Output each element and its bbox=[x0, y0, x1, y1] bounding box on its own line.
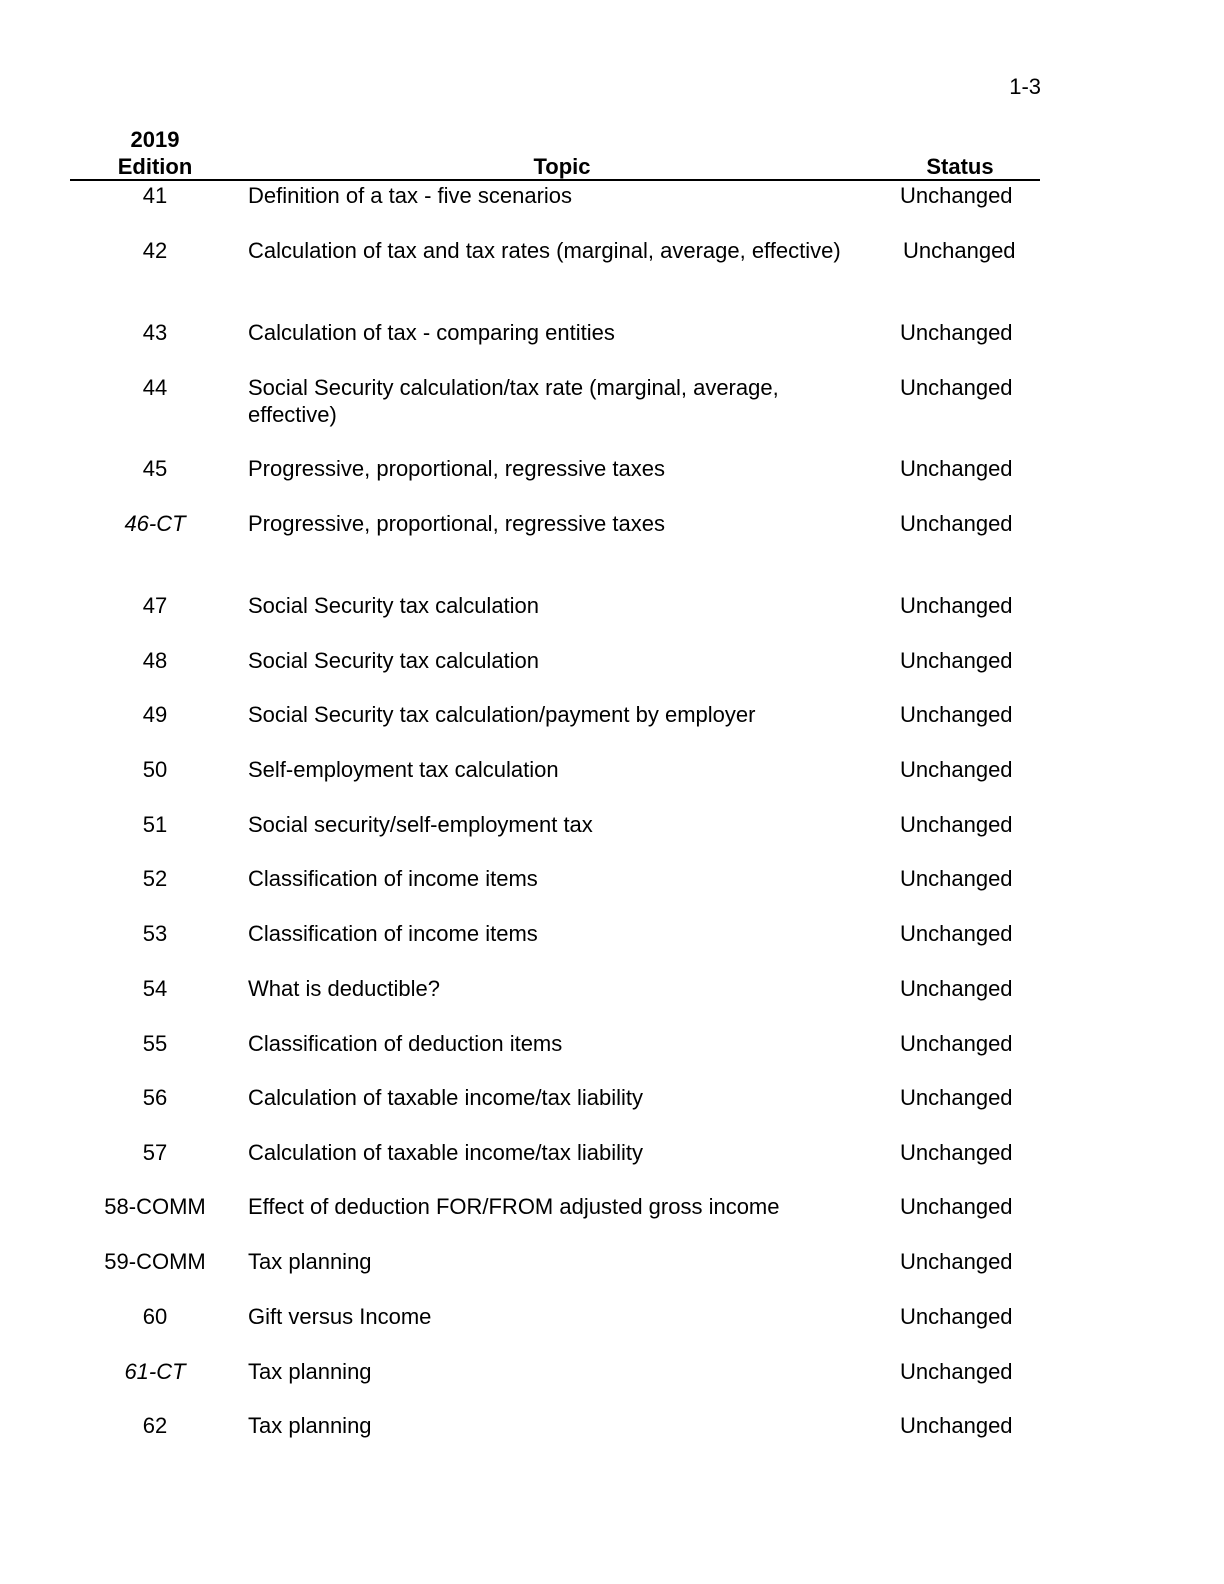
row-status: Unchanged bbox=[900, 812, 1013, 837]
row-status: Unchanged bbox=[900, 702, 1013, 727]
row-topic: Progressive, proportional, regressive taxes bbox=[248, 456, 665, 481]
row-edition: 55 bbox=[142, 1031, 168, 1056]
row-topic: Self-employment tax calculation bbox=[248, 757, 559, 782]
row-edition: 46-CT bbox=[124, 511, 186, 536]
row-topic: Tax planning bbox=[248, 1359, 372, 1384]
row-status: Unchanged bbox=[900, 320, 1013, 345]
row-edition: 49 bbox=[142, 702, 168, 727]
row-topic: Social Security calculation/tax rate (marginal, average, effective) bbox=[248, 375, 779, 427]
row-edition: 47 bbox=[142, 593, 168, 618]
header-edition-label: Edition bbox=[117, 154, 193, 179]
row-edition: 56 bbox=[142, 1085, 168, 1110]
row-status: Unchanged bbox=[900, 1304, 1013, 1329]
row-edition: 60 bbox=[142, 1304, 168, 1329]
row-edition: 45 bbox=[142, 456, 168, 481]
row-edition: 54 bbox=[142, 976, 168, 1001]
row-status: Unchanged bbox=[900, 648, 1013, 673]
row-status: Unchanged bbox=[900, 593, 1013, 618]
row-topic: Classification of income items bbox=[248, 866, 538, 891]
row-topic: Calculation of taxable income/tax liability bbox=[248, 1140, 643, 1165]
row-edition: 43 bbox=[142, 320, 168, 345]
row-topic: Social Security tax calculation bbox=[248, 648, 540, 673]
row-topic: Progressive, proportional, regressive taxes bbox=[248, 511, 665, 536]
row-status: Unchanged bbox=[900, 511, 1013, 536]
row-topic: Social Security tax calculation bbox=[248, 593, 540, 618]
header-topic: Topic bbox=[533, 154, 591, 179]
row-status: Unchanged bbox=[900, 976, 1013, 1001]
row-status: Unchanged bbox=[903, 238, 1016, 263]
row-topic: Gift versus Income bbox=[248, 1304, 432, 1329]
row-status: Unchanged bbox=[900, 1194, 1013, 1219]
row-status: Unchanged bbox=[900, 757, 1013, 782]
row-status: Unchanged bbox=[900, 1031, 1013, 1056]
header-edition bbox=[107, 126, 203, 180]
row-topic: Tax planning bbox=[248, 1413, 372, 1438]
row-status: Unchanged bbox=[900, 456, 1013, 481]
row-edition: 52 bbox=[142, 866, 168, 891]
row-status: Unchanged bbox=[900, 866, 1013, 891]
row-topic: Calculation of tax - comparing entities bbox=[248, 320, 615, 345]
row-status: Unchanged bbox=[900, 1359, 1013, 1384]
row-status: Unchanged bbox=[900, 183, 1013, 208]
row-topic: Effect of deduction FOR/FROM adjusted gross income bbox=[248, 1194, 780, 1219]
header-rule bbox=[70, 179, 1040, 181]
row-edition: 50 bbox=[142, 757, 168, 782]
row-edition: 44 bbox=[142, 375, 168, 400]
row-edition: 41 bbox=[142, 183, 168, 208]
row-edition: 58-COMM bbox=[104, 1194, 206, 1219]
row-topic: Calculation of tax and tax rates (marginal, average, effective) bbox=[248, 238, 841, 263]
row-edition: 48 bbox=[142, 648, 168, 673]
header-edition-year: 2019 bbox=[130, 127, 180, 152]
row-topic: Classification of deduction items bbox=[248, 1031, 563, 1056]
row-edition: 61-CT bbox=[124, 1359, 186, 1384]
row-topic: What is deductible? bbox=[248, 976, 440, 1001]
row-topic: Calculation of taxable income/tax liability bbox=[248, 1085, 643, 1110]
row-status: Unchanged bbox=[900, 1140, 1013, 1165]
row-edition: 42 bbox=[142, 238, 168, 263]
row-status: Unchanged bbox=[900, 1085, 1013, 1110]
row-topic: Social security/self-employment tax bbox=[248, 812, 593, 837]
row-status: Unchanged bbox=[900, 921, 1013, 946]
row-topic: Tax planning bbox=[248, 1249, 372, 1274]
table-header bbox=[72, 126, 1040, 181]
row-status: Unchanged bbox=[900, 1413, 1013, 1438]
row-status: Unchanged bbox=[900, 1249, 1013, 1274]
row-topic: Definition of a tax - five scenarios bbox=[248, 183, 573, 208]
row-topic: Social Security tax calculation/payment by employer bbox=[248, 702, 756, 727]
row-status: Unchanged bbox=[900, 375, 1013, 400]
page-number: 1-3 bbox=[1009, 74, 1041, 99]
row-edition: 59-COMM bbox=[104, 1249, 206, 1274]
row-edition: 62 bbox=[142, 1413, 168, 1438]
row-edition: 51 bbox=[142, 812, 168, 837]
header-status: Status bbox=[926, 154, 994, 179]
row-topic: Classification of income items bbox=[248, 921, 538, 946]
row-edition: 53 bbox=[142, 921, 168, 946]
row-edition: 57 bbox=[142, 1140, 168, 1165]
